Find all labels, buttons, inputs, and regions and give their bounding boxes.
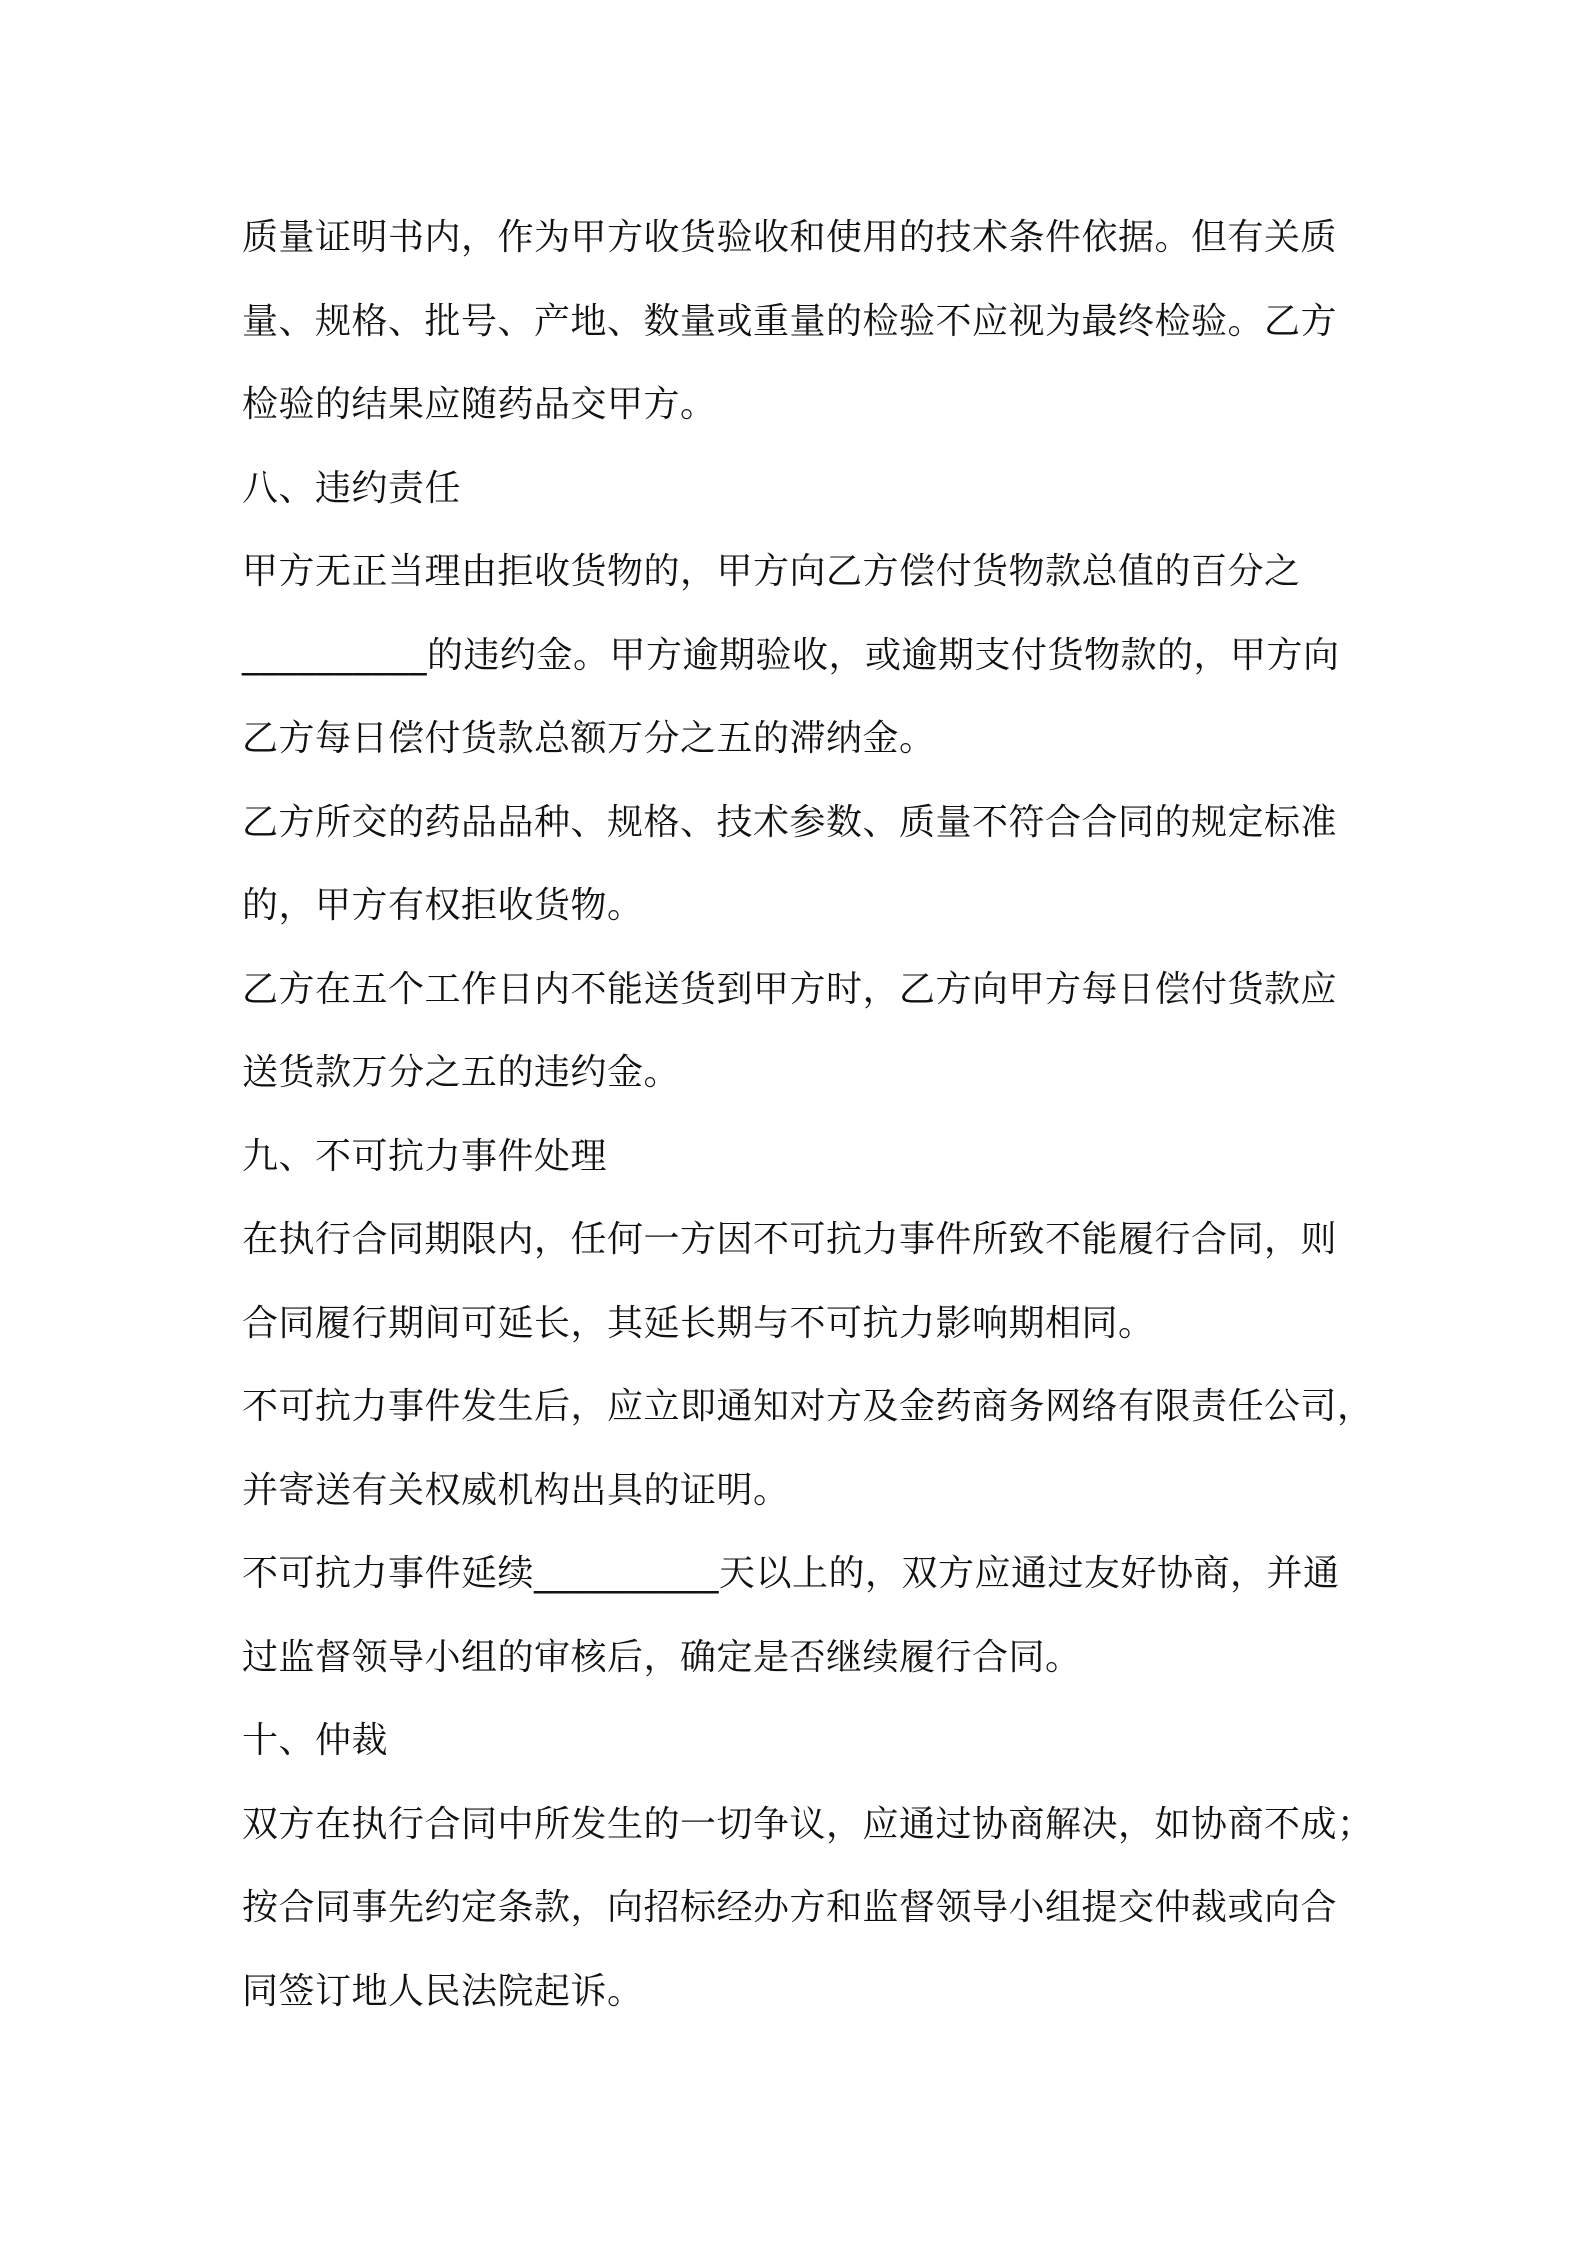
text-line: 按合同事先约定条款，向招标经办方和监督领导小组提交仲裁或向合 (242, 1887, 1338, 1928)
text-line: 不可抗力事件延续__________天以上的，双方应通过友好协商，并通 (242, 1553, 1340, 1594)
text-line: 质量证明书内，作为甲方收货验收和使用的技术条件依据。但有关质 (242, 217, 1338, 258)
text-line: __________的违约金。甲方逾期验收，或逾期支付货物款的，甲方向 (242, 634, 1340, 676)
text-line: 送货款万分之五的违约金。 (242, 1052, 681, 1093)
text-line: 同签订地人民法院起诉。 (242, 1970, 644, 2012)
text-line: 过监督领导小组的审核后，确定是否继续履行合同。 (242, 1636, 1082, 1678)
contract-body-text (242, 196, 1372, 2033)
text-line: 在执行合同期限内，任何一方因不可抗力事件所致不能履行合同，则 (242, 1219, 1338, 1260)
text-line: 双方在执行合同中所发生的一切争议，应通过协商解决，如协商不成； (242, 1803, 1374, 1845)
text-line: 乙方在五个工作日内不能送货到甲方时，乙方向甲方每日偿付货款应 (242, 968, 1338, 1010)
text-line: 并寄送有关权威机构出具的证明。 (242, 1469, 790, 1511)
text-line: 合同履行期间可延长，其延长期与不可抗力影响期相同。 (242, 1302, 1155, 1344)
text-line: 乙方每日偿付货款总额万分之五的滞纳金。 (242, 718, 936, 759)
text-line: 乙方所交的药品品种、规格、技术参数、质量不符合合同的规定标准 (242, 801, 1338, 843)
section-heading-arbitration: 十、仲裁 (242, 1720, 389, 1761)
text-line: 检验的结果应随药品交甲方。 (242, 384, 717, 425)
section-heading-breach-liability: 八、违约责任 (242, 467, 462, 509)
text-line: 的，甲方有权拒收货物。 (242, 885, 644, 926)
section-heading-force-majeure: 九、不可抗力事件处理 (242, 1135, 608, 1177)
text-line: 甲方无正当理由拒收货物的，甲方向乙方偿付货物款总值的百分之 (242, 551, 1301, 592)
text-line: 量、规格、批号、产地、数量或重量的检验不应视为最终检验。乙方 (242, 300, 1338, 342)
text-line: 不可抗力事件发生后，应立即通知对方及金药商务网络有限责任公司， (242, 1386, 1374, 1427)
